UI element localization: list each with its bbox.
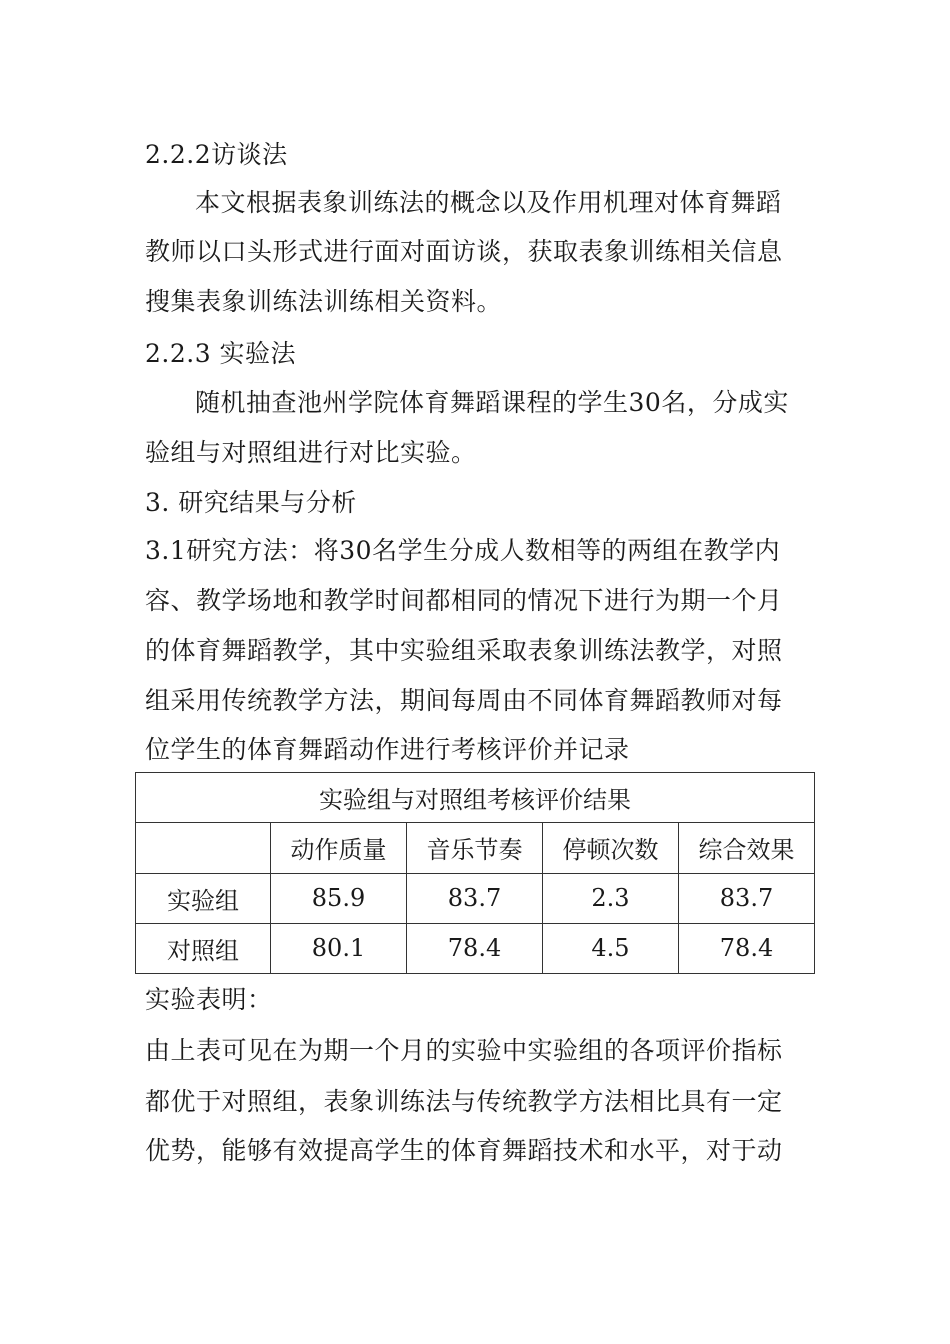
text-line: 位学生的体育舞蹈动作进行考核评价并记录: [145, 735, 630, 764]
table-header-cell: 综合效果: [679, 823, 815, 873]
text-line: 由上表可见在为期一个月的实验中实验组的各项评价指标: [145, 1036, 783, 1065]
text-line: 随机抽查池州学院体育舞蹈课程的学生30名，分成实: [195, 388, 789, 417]
table-title-row: [136, 773, 815, 823]
text-line: 3.1研究方法：将30名学生分成人数相等的两组在教学内: [145, 536, 781, 565]
text-line: 组采用传统教学方法，期间每周由不同体育舞蹈教师对每: [145, 686, 783, 715]
text-line: 2.2.3 实验法: [145, 339, 297, 368]
table-header-cell: 停顿次数: [543, 823, 679, 873]
table-header-cell: 动作质量: [271, 823, 407, 873]
table-cell: 78.4: [679, 923, 815, 973]
text-line: 2.2.2访谈法: [145, 140, 288, 169]
table-cell: 83.7: [679, 873, 815, 923]
table-header-cell: [136, 823, 271, 873]
table-row: [136, 923, 815, 973]
text-line: 搜集表象训练法训练相关资料。: [145, 287, 503, 316]
table-header-cell: 音乐节奏: [407, 823, 543, 873]
table-cell: 4.5: [543, 923, 679, 973]
text-line: 都优于对照组，表象训练法与传统教学方法相比具有一定: [145, 1087, 783, 1116]
text-line: 容、教学场地和教学时间都相同的情况下进行为期一个月: [145, 586, 783, 615]
text-line: 的体育舞蹈教学，其中实验组采取表象训练法教学，对照: [145, 636, 783, 665]
table-title: 实验组与对照组考核评价结果: [136, 773, 815, 823]
text-line: 本文根据表象训练法的概念以及作用机理对体育舞蹈: [195, 188, 782, 217]
table-row-label: 实验组: [136, 873, 271, 923]
table-row-label: 对照组: [136, 923, 271, 973]
text-line: 优势，能够有效提高学生的体育舞蹈技术和水平，对于动: [145, 1136, 783, 1165]
table-cell: 78.4: [407, 923, 543, 973]
table-cell: 83.7: [407, 873, 543, 923]
text-line: 验组与对照组进行对比实验。: [145, 438, 477, 467]
text-line: 实验表明：: [145, 985, 273, 1014]
table-row: [136, 873, 815, 923]
table-cell: 2.3: [543, 873, 679, 923]
text-line: 教师以口头形式进行面对面访谈，获取表象训练相关信息: [145, 237, 783, 266]
table-header-row: [136, 823, 815, 873]
results-table: [135, 772, 815, 974]
text-line: 3. 研究结果与分析: [145, 488, 357, 517]
table-cell: 80.1: [271, 923, 407, 973]
table-cell: 85.9: [271, 873, 407, 923]
